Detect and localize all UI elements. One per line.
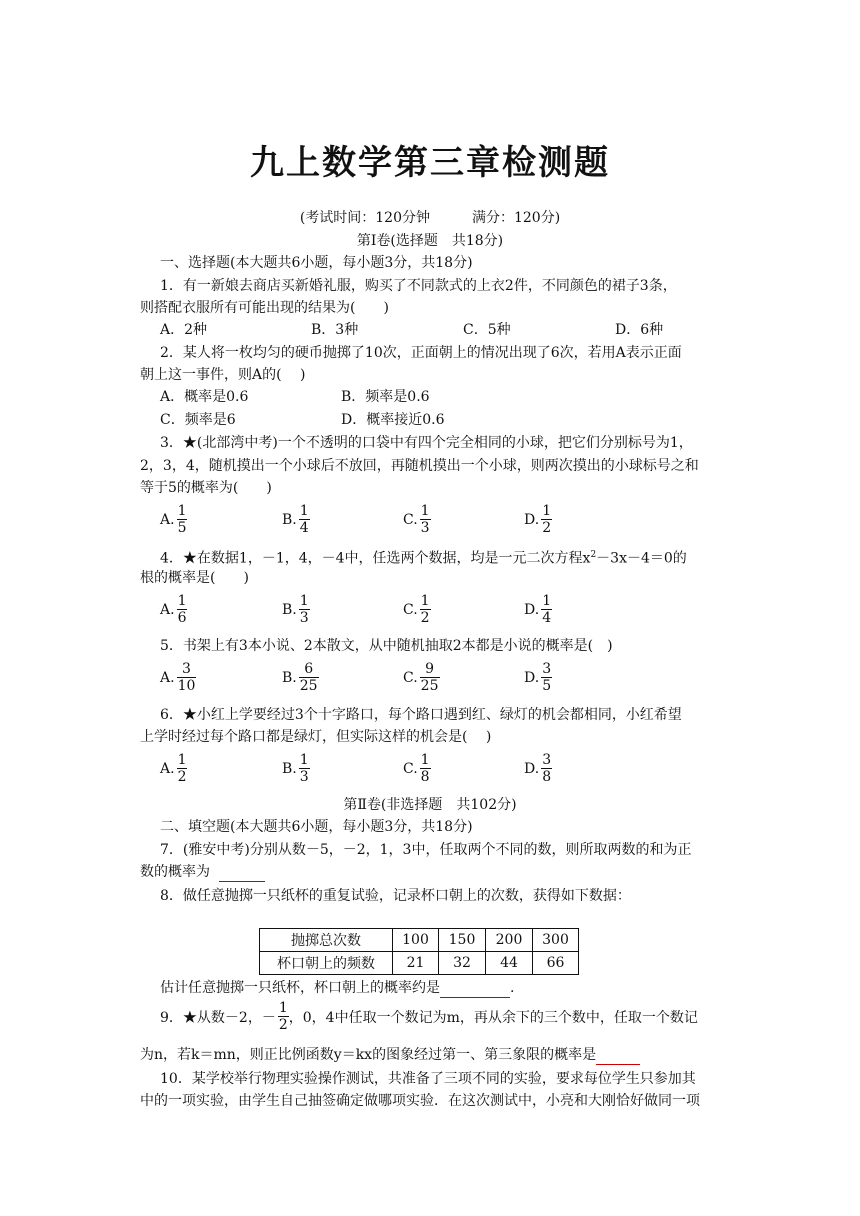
q4-option-d (524, 593, 552, 626)
q3-option-d (524, 503, 552, 536)
answer-blank[interactable] (219, 865, 265, 882)
option-letter: A. (160, 760, 175, 777)
fraction: $\frac{3}{5}$ (542, 661, 552, 694)
q1-option-c: C．5种 (463, 322, 511, 338)
exam-info: (考试时间：120分钟 满分：120分) (299, 210, 561, 226)
q2-option-d: D．概率接近0.6 (341, 412, 445, 428)
answer-blank[interactable] (596, 1048, 640, 1065)
fraction: $\frac{1}{2}$ (177, 752, 187, 785)
q7-line1: 7．(雅安中考)分别从数－5，－2，1，3中，任取两个不同的数，则所取两数的和为正 (160, 842, 692, 858)
option-letter: B. (282, 669, 297, 686)
q1-line1: 1．有一新娘去商店买新婚礼服，购买了不同款式的上衣2件，不同颜色的裙子3条， (160, 278, 677, 294)
q5-option-a (160, 661, 196, 694)
answer-blank[interactable] (440, 981, 510, 998)
option-letter: C. (403, 511, 418, 528)
q9-line1: 9．★从数－2，－ $\frac{1}{2}$ ，0，4中任取一个数记为m，再从余下的三个数中，任取一个数记 (160, 1000, 698, 1033)
q10-line2: 中的一项实验，由学生自己抽签确定做哪项实验．在这次测试中，小亮和大刚恰好做同一项 (140, 1093, 700, 1109)
q7-line2: 数的概率为 (140, 862, 265, 882)
q1-option-a: A．2种 (160, 322, 208, 338)
table-cell: 44 (486, 952, 533, 975)
q2-line1: 2．某人将一枚均匀的硬币抛掷了10次，正面朝上的情况出现了6次，若用A表示正面 (160, 345, 682, 361)
fraction: $\frac{1}{2}$ (420, 593, 430, 626)
q3-option-b (282, 503, 310, 536)
q10-line1: 10．某学校举行物理实验操作测试，共准备了三项不同的实验，要求每位学生只参加其 (160, 1071, 696, 1087)
option-letter: D. (524, 511, 540, 528)
table-cell: 66 (533, 952, 579, 975)
q8-line2: 估计任意抛掷一只纸杯，杯口朝上的概率约是 . (160, 980, 515, 996)
option-letter: D. (524, 601, 540, 618)
fraction: $\frac{3}{10}$ (177, 661, 196, 694)
fraction: $\frac{1}{2}$ (278, 1000, 288, 1033)
q2-line2: 朝上这一事件，则A的( ) (140, 367, 306, 383)
table-cell: 杯口朝上的频数 (260, 952, 393, 975)
q4-option-b (282, 593, 310, 626)
q6-line2: 上学时经过每个路口都是绿灯，但实际这样的机会是( ) (140, 729, 492, 745)
table-cell: 150 (439, 929, 486, 952)
table-cell: 200 (486, 929, 533, 952)
fraction: $\frac{1}{5}$ (177, 503, 187, 536)
page-title: 九上数学第三章检测题 (250, 143, 610, 183)
table-cell: 300 (533, 929, 579, 952)
table-cell: 21 (393, 952, 439, 975)
option-letter: D. (524, 669, 540, 686)
q3-line1: 3．★(北部湾中考)一个不透明的口袋中有四个完全相同的小球，把它们分别标号为1， (160, 435, 693, 451)
fraction: $\frac{1}{3}$ (420, 503, 430, 536)
q4-line1: 4．★在数据1，－1，4，－4中，任选两个数据，均是一元二次方程$x^2-3x-4=0$的 (160, 550, 687, 567)
q4-option-c (403, 593, 431, 626)
section2-title: 二、填空题(本大题共6小题，每小题3分，共18分) (160, 819, 473, 835)
fraction: $\frac{1}{4}$ (542, 593, 552, 626)
q6-option-d (524, 752, 552, 785)
q8-line1: 8．做任意抛掷一只纸杯的重复试验，记录杯口朝上的次数，获得如下数据： (160, 888, 631, 904)
q5-option-d (524, 661, 552, 694)
table-cell: 抛掷总次数 (260, 929, 393, 952)
q3-option-c (403, 503, 431, 536)
q3-line2: 2，3，4，随机摸出一个小球后不放回，再随机摸出一个小球，则两次摸出的小球标号之和 (140, 458, 699, 474)
fraction: $\frac{1}{4}$ (299, 503, 309, 536)
option-letter: C. (403, 669, 418, 686)
q2-option-c: C．频率是6 (160, 412, 236, 428)
fraction: $\frac{6}{25}$ (299, 661, 318, 694)
option-letter: C. (403, 601, 418, 618)
table-cell: 100 (393, 929, 439, 952)
q5-option-b (282, 661, 319, 694)
q3-line3: 等于5的概率为( ) (140, 480, 272, 496)
part2-title: 第Ⅱ卷(非选择题 共102分) (343, 797, 517, 813)
q4-line2: 根的概率是( ) (140, 570, 249, 586)
fraction: $\frac{1}{3}$ (299, 593, 309, 626)
option-letter: A. (160, 511, 175, 528)
fraction: $\frac{1}{3}$ (299, 752, 309, 785)
q2-option-b: B．频率是0.6 (341, 389, 430, 405)
option-letter: A. (160, 669, 175, 686)
option-letter: C. (403, 760, 418, 777)
fraction: $\frac{3}{8}$ (542, 752, 552, 785)
section1-title: 一、选择题(本大题共6小题，每小题3分，共18分) (160, 255, 473, 271)
q6-option-c (403, 752, 431, 785)
option-letter: B. (282, 511, 297, 528)
table-cell: 32 (439, 952, 486, 975)
option-letter: B. (282, 601, 297, 618)
q1-option-d: D．6种 (615, 322, 664, 338)
part1-title: 第Ⅰ卷(选择题 共18分) (356, 233, 504, 249)
q1-option-b: B．3种 (311, 322, 359, 338)
frequency-table (259, 928, 579, 975)
table-row (260, 952, 579, 975)
fraction: $\frac{9}{25}$ (420, 661, 439, 694)
q5-line1: 5．书架上有3本小说、2本散文，从中随机抽取2本都是小说的概率是( ) (160, 638, 613, 654)
table-row (260, 929, 579, 952)
option-letter: A. (160, 601, 175, 618)
fraction: $\frac{1}{6}$ (177, 593, 187, 626)
q1-line2: 则搭配衣服所有可能出现的结果为( ) (140, 300, 389, 316)
q3-option-a (160, 503, 187, 536)
q4-option-a (160, 593, 187, 626)
fraction: $\frac{1}{8}$ (420, 752, 430, 785)
q6-option-a (160, 752, 187, 785)
fraction: $\frac{1}{2}$ (542, 503, 552, 536)
q9-line2: 为n，若k＝mn，则正比例函数y＝kx的图象经过第一、第三象限的概率是 (140, 1045, 640, 1065)
q5-option-c (403, 661, 440, 694)
q2-option-a: A．概率是0.6 (160, 389, 249, 405)
q6-line1: 6．★小红上学要经过3个十字路口，每个路口遇到红、绿灯的机会都相同，小红希望 (160, 707, 682, 723)
option-letter: B. (282, 760, 297, 777)
option-letter: D. (524, 760, 540, 777)
q6-option-b (282, 752, 310, 785)
